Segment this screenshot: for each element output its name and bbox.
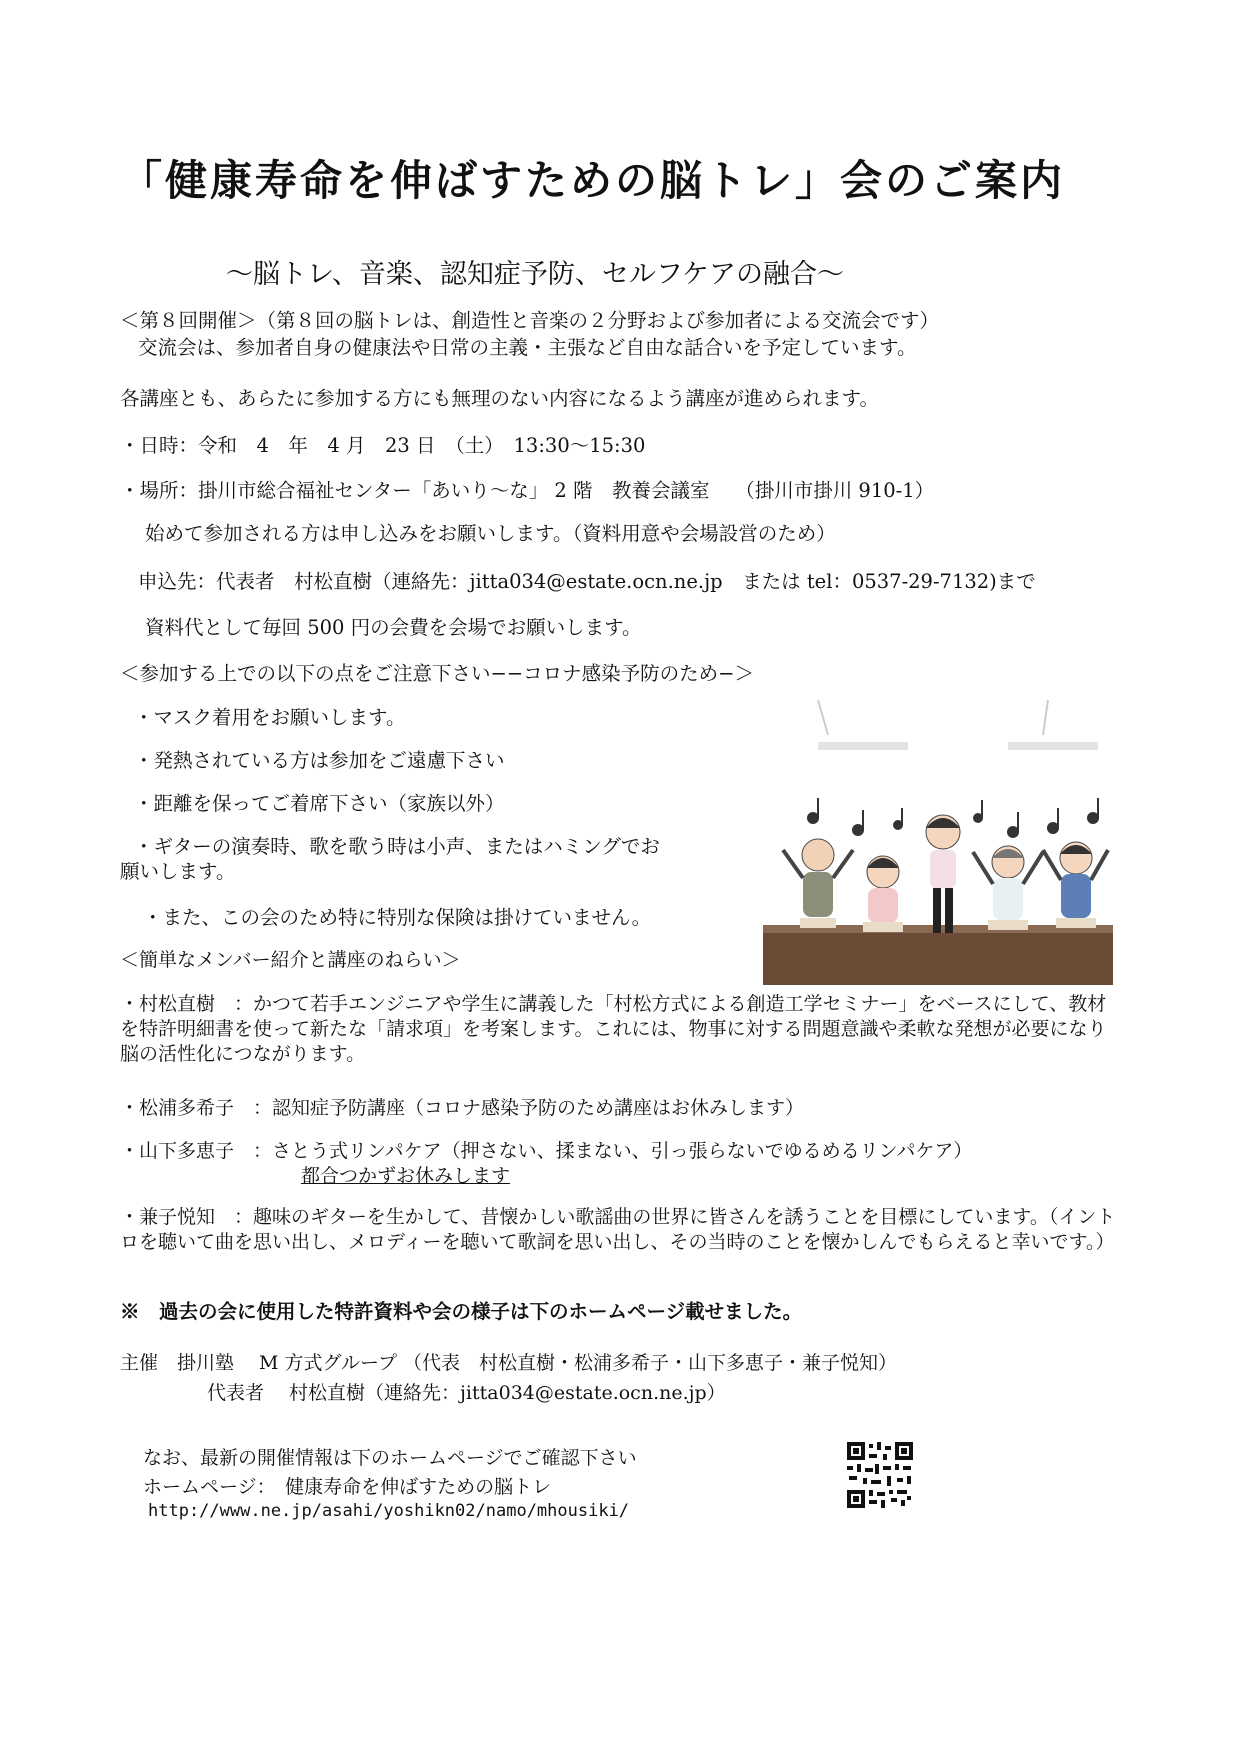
homepage-url[interactable]: http://www.ne.jp/asahi/yoshikn02/namo/mhousiki/ bbox=[148, 1501, 630, 1521]
notice-heading: ＜参加する上での以下の点をご注意下さい−−コロナ感染予防のため−＞ bbox=[120, 662, 755, 685]
qr-code-icon[interactable] bbox=[845, 1440, 915, 1510]
page-subtitle: 〜脳トレ、音楽、認知症予防、セルフケアの融合〜 bbox=[226, 259, 845, 290]
decoration-banner bbox=[1008, 742, 1098, 750]
intro-line-1: ＜第８回開催＞（第８回の脳トレは、創造性と音楽の２分野および参加者による交流会です） bbox=[120, 309, 940, 332]
homepage-note: ※ 過去の会に使用した特許資料や会の様子は下のホームページ載せました。 bbox=[120, 1300, 803, 1323]
member-matsuura: ・松浦多希子 ：認知症予防講座（コロナ感染予防のため講座はお休みします） bbox=[120, 1097, 805, 1119]
stage-floor bbox=[763, 930, 1113, 985]
page-title: 「健康寿命を伸ばすための脳トレ」会のご案内 bbox=[120, 156, 1066, 205]
member-kaneko: ・兼子悦知 ：趣味のギターを生かして、昔懐かしい歌謡曲の世界に皆さんを誘うことを目標にしています。（イントロを聴いて曲を思い出し、メロディーを聴いて歌詞を思い出し、その当時のことを懐かしんでもらえると幸いです。） bbox=[120, 1206, 1116, 1253]
notice-item: ・発熱されている方は参加をご遠慮下さい bbox=[134, 749, 505, 772]
member-muramatsu: ・村松直樹 ：かつて若手エンジニアや学生に講義した「村松方式による創造工学セミナー」をベースにして、教材を特許明細書を使って新たな「請求項」を考案します。これには、物事に対する問題意識や柔軟な発想が必要になり脳の活性化につながります。 bbox=[120, 993, 1107, 1065]
intro-line-3: 各講座とも、あらたに参加する方にも無理のない内容になるよう講座が進められます。 bbox=[120, 387, 879, 410]
footer-note: なお、最新の開催情報は下のホームページでご確認下さい bbox=[143, 1447, 637, 1469]
notice-item: ・また、この会のため特に特別な保険は掛けていません。 bbox=[143, 906, 652, 929]
fee-line: 資料代として毎回 500 円の会費を会場でお願いします。 bbox=[145, 616, 642, 639]
decoration-banner bbox=[818, 742, 908, 750]
apply-note: 始めて参加される方は申し込みをお願いします。（資料用意や会場設営のため） bbox=[145, 522, 836, 545]
event-place: ・場所：掛川市総合福祉センター「あいり〜な」 2 階 教養会議室 （掛川市掛川 910-1） bbox=[120, 479, 935, 502]
intro-line-2: 交流会は、参加者自身の健康法や日常の主義・主張など自由な話合いを予定しています。 bbox=[138, 336, 917, 359]
members-heading: ＜簡単なメンバー紹介と講座のねらい＞ bbox=[120, 949, 461, 971]
notice-item: ・距離を保ってご着席下さい（家族以外） bbox=[134, 792, 505, 815]
notice-item: ・ギターの演奏時、歌を歌う時は小声、またはハミングでお bbox=[134, 835, 660, 858]
representative-line: 代表者 村松直樹（連絡先：jitta034@estate.ocn.ne.jp） bbox=[207, 1382, 726, 1404]
notice-item: 願いします。 bbox=[120, 860, 236, 883]
member-yamashita: ・山下多恵子 ：さとう式リンパケア（押さない、揉まない、引っ張らないでゆるめるリンパケア） bbox=[120, 1140, 973, 1162]
event-datetime: ・日時：令和 4 年 4 月 23 日 （土） 13:30〜15:30 bbox=[120, 434, 646, 457]
homepage-label: ホームページ： 健康寿命を伸ばすための脳トレ bbox=[143, 1476, 552, 1498]
member-yamashita-absence: 都合つかずお休みします bbox=[301, 1165, 511, 1187]
singing-group-illustration bbox=[758, 700, 1118, 990]
contact-line: 申込先：代表者 村松直樹（連絡先：jitta034@estate.ocn.ne.jp または tel：0537-29-7132)まで bbox=[138, 570, 1036, 593]
notice-item: ・マスク着用をお願いします。 bbox=[134, 706, 406, 729]
organizer-line: 主催 掛川塾 M 方式グループ （代表 村松直樹・松浦多希子・山下多恵子・兼子悦知） bbox=[120, 1352, 898, 1374]
